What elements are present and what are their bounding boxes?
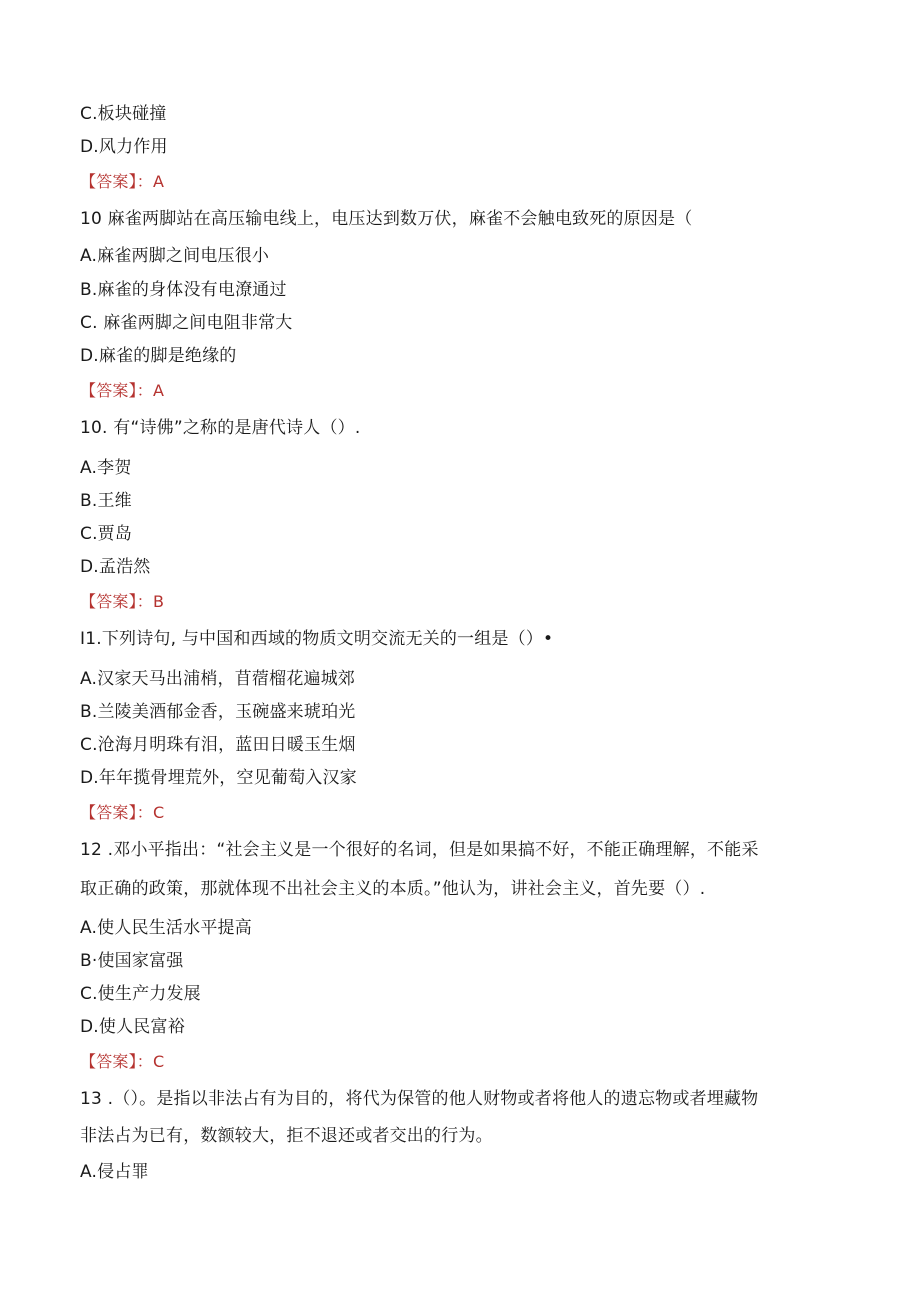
option-line: C.沧海月明珠有泪，蓝田日暖玉生烟 — [80, 735, 356, 755]
question-stem: 取正确的政策，那就体现不出社会主义的本质。”他认为，讲社会主义，首先要（）. — [80, 879, 706, 899]
question-stem: 10 麻雀两脚站在高压输电线上，电压达到数万伏，麻雀不会触电致死的原因是（ — [80, 209, 693, 229]
answer-line: 【答案】：A — [80, 381, 165, 400]
option-line: A.李贺 — [80, 458, 132, 478]
option-line: D.麻雀的脚是绝缘的 — [80, 346, 237, 366]
option-line: C.使生产力发展 — [80, 984, 201, 1004]
question-stem: 13 .（）。是指以非法占有为目的，将代为保管的他人财物或者将他人的遗忘物或者埋藏物 — [80, 1089, 759, 1109]
question-stem: 非法占为已有，数额较大，拒不退还或者交出的行为。 — [80, 1126, 493, 1146]
option-line: A.汉家天马出浦梢，苜蓿榴花遍城郊 — [80, 669, 356, 689]
answer-line: 【答案】：B — [80, 592, 165, 611]
option-line: A.使人民生活水平提高 — [80, 918, 252, 938]
option-line: C.贾岛 — [80, 524, 133, 544]
option-line: B.王维 — [80, 491, 132, 511]
answer-line: 【答案】：C — [80, 803, 165, 822]
question-stem: 12 .邓小平指出：“社会主义是一个很好的名词，但是如果搞不好，不能正确理解，不能采 — [80, 840, 759, 860]
option-line: D.年年揽骨埋荒外，空见葡萄入汉家 — [80, 768, 357, 788]
question-stem: I1.下列诗句, 与中国和西域的物质文明交流无关的一组是（）• — [80, 629, 554, 649]
option-line: A.麻雀两脚之间电压很小 — [80, 246, 270, 266]
option-line: B.兰陵美酒郁金香，玉碗盛来琥珀光 — [80, 702, 356, 722]
option-line: D.风力作用 — [80, 137, 168, 157]
option-line: A.侵占罪 — [80, 1162, 149, 1182]
option-line: B.麻雀的身体没有电潦通过 — [80, 280, 287, 300]
option-line: D.孟浩然 — [80, 557, 151, 577]
option-line: D.使人民富裕 — [80, 1017, 185, 1037]
option-line: C.板块碰撞 — [80, 104, 167, 124]
answer-line: 【答案】：A — [80, 172, 165, 191]
option-line: C. 麻雀两脚之间电阻非常大 — [80, 313, 293, 333]
question-stem: 10. 有“诗佛”之称的是唐代诗人（）. — [80, 418, 361, 438]
answer-line: 【答案】：C — [80, 1052, 165, 1071]
option-line: B·使国家富强 — [80, 951, 184, 971]
